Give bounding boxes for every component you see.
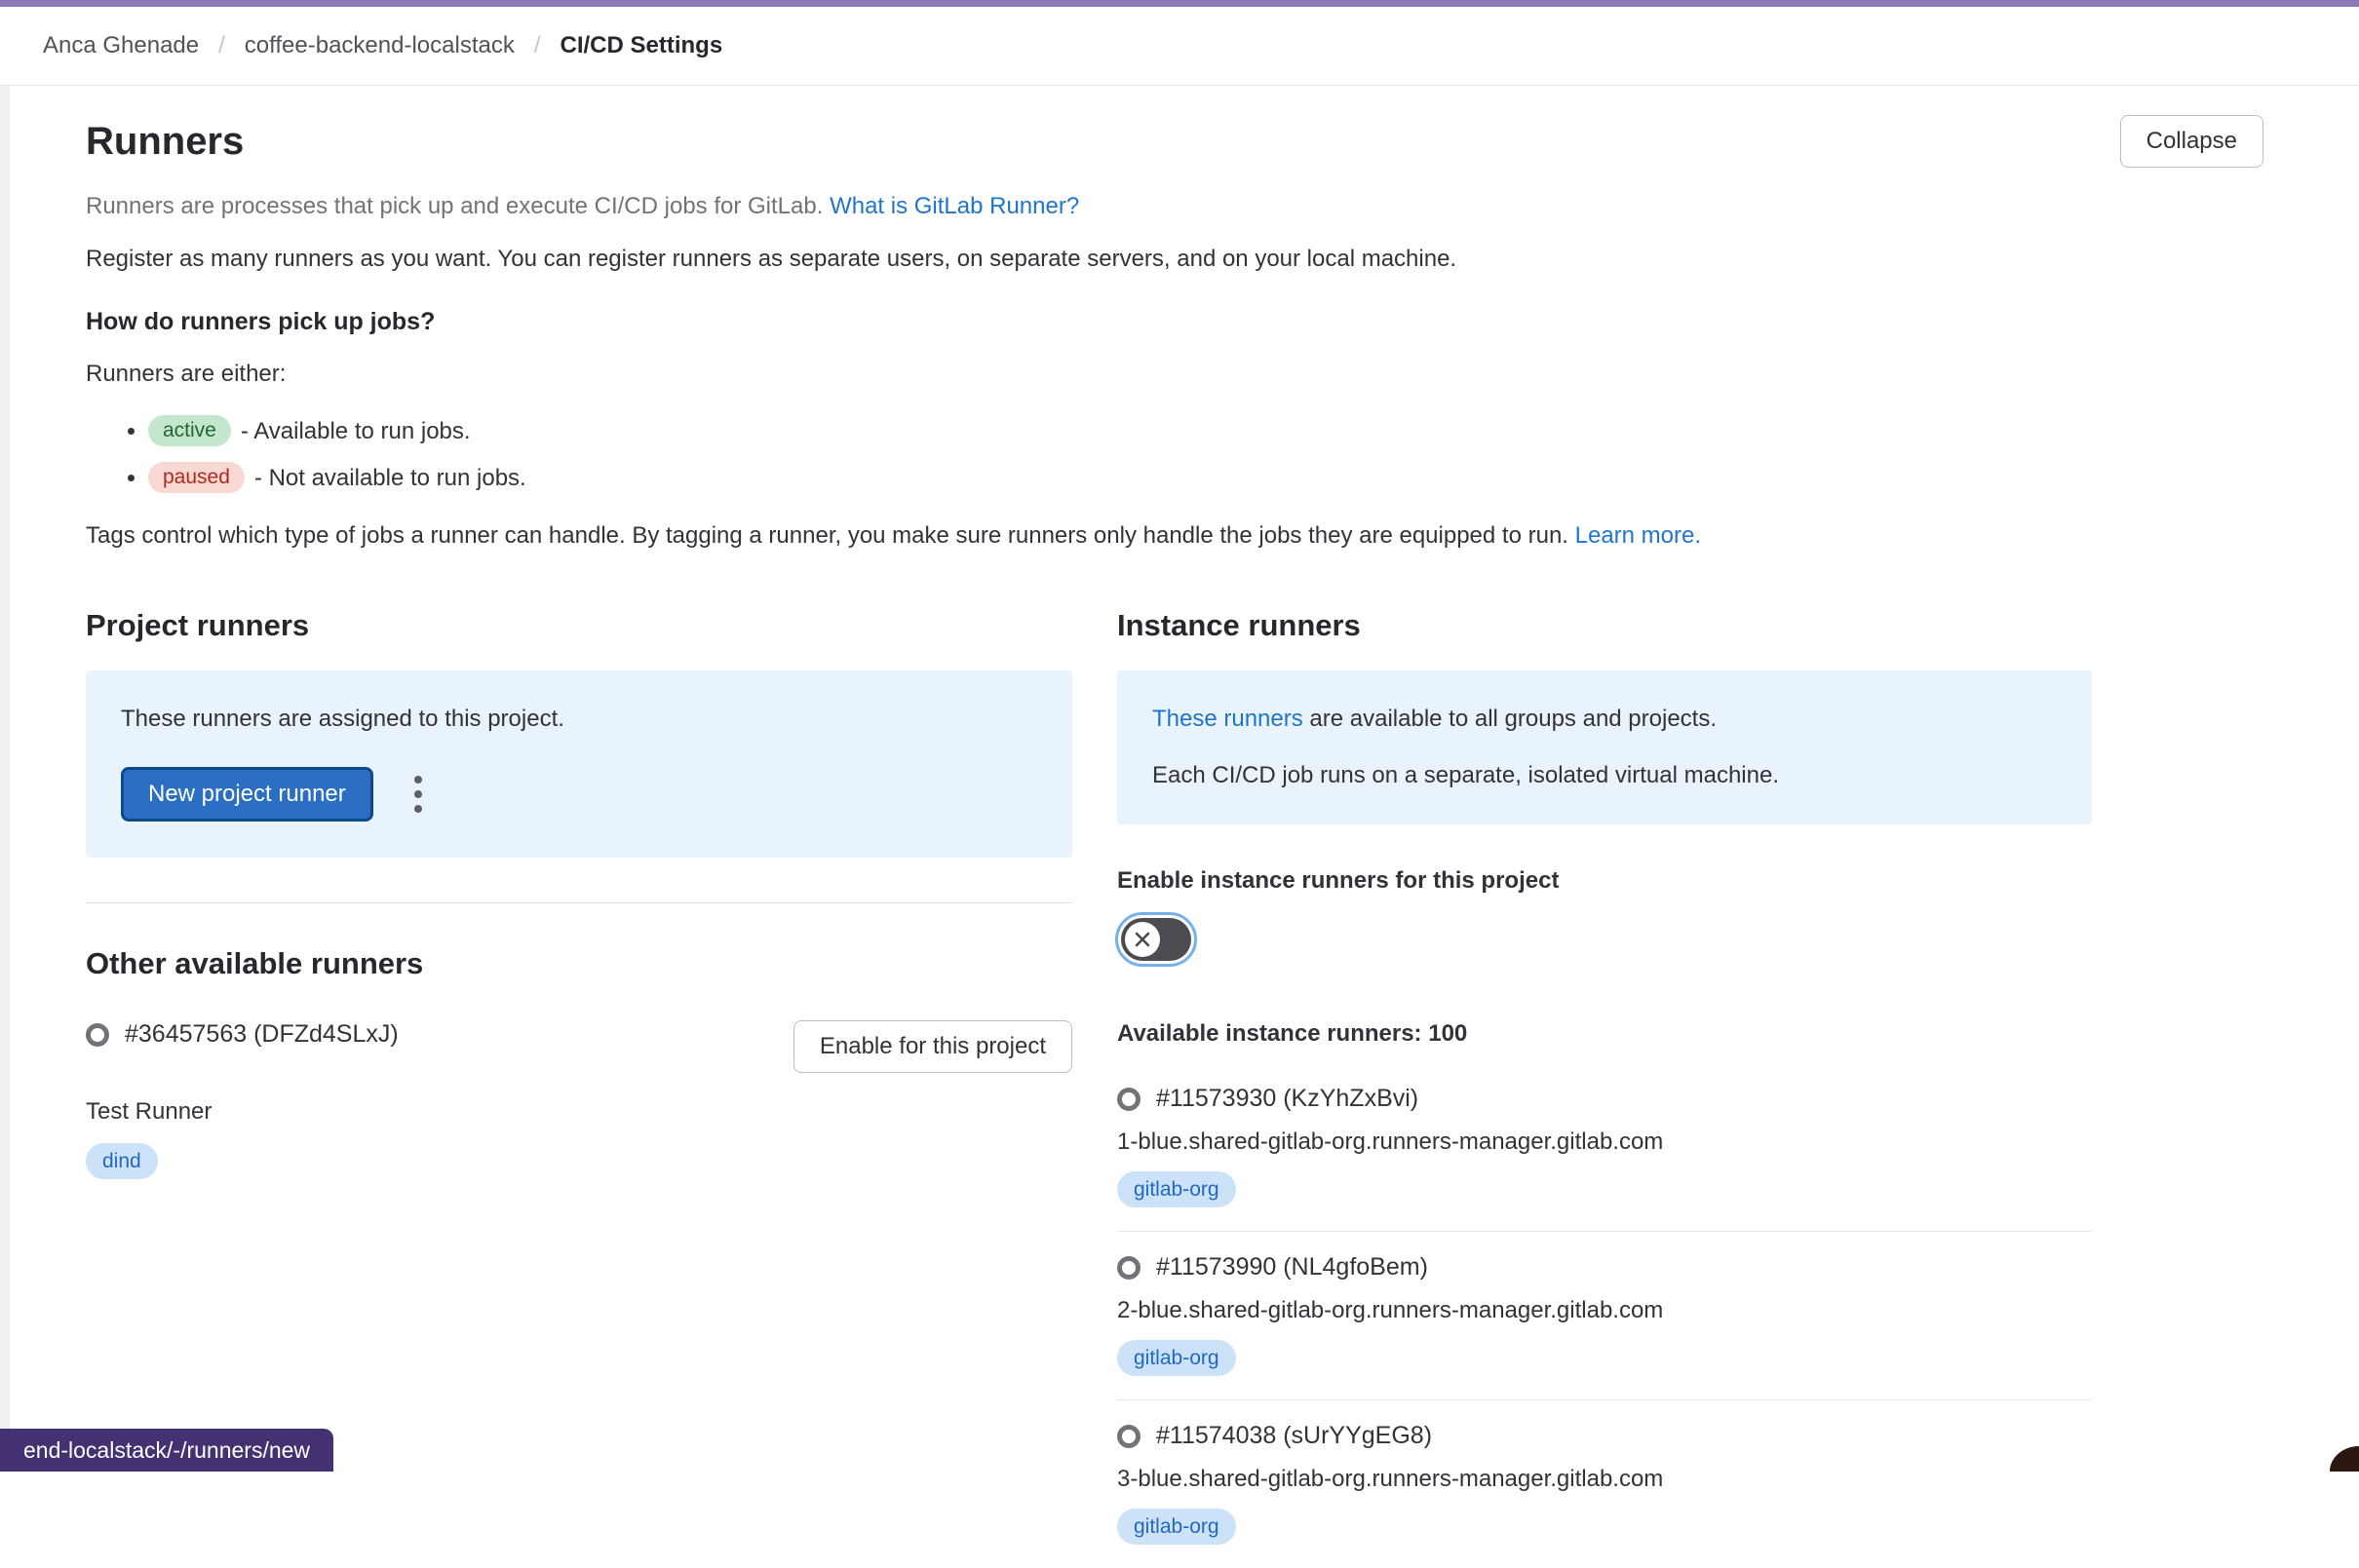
instance-runners-panel-text1 [1152,706,2057,733]
runner-id-row [1117,1253,2092,1281]
project-runners-panel [86,670,1072,858]
project-runners-actions [121,766,1037,822]
runner-tag-badge: gitlab-org [1117,1171,1236,1207]
runner-id-row [86,1020,399,1049]
breadcrumb-separator: / [533,32,541,58]
new-project-runner-button[interactable]: New project runner [121,767,373,822]
register-runners-text: Register as many runners as you want. You can register runners as separate users, on separate servers, and on your local machine. [86,246,1457,272]
breadcrumb-item-namespace[interactable]: Anca Ghenade [43,32,200,58]
breadcrumb [0,7,2359,86]
runner-status-circle-icon [1117,1088,1141,1111]
runner-status-circle-icon [86,1023,109,1047]
status-list-item-paused [148,462,2263,493]
project-runners-heading: Project runners [86,608,310,642]
status-list-item-active [148,415,2263,446]
instance-runners-column [1117,608,2092,1568]
breadcrumb-item-project[interactable]: coffee-backend-localstack [244,32,515,58]
toggle-knob-x-icon [1125,922,1160,957]
active-status-description: - Available to run jobs. [240,418,471,444]
project-runners-column [86,608,1072,1568]
available-runner-row [86,1020,1072,1073]
runner-host: 3-blue.shared-gitlab-org.runners-manager.gitlab.com [1117,1466,1664,1492]
instance-runner-row [1117,1232,2092,1400]
breadcrumb-separator: / [218,32,225,58]
top-accent-bar [0,0,2359,7]
tags-info-text: Tags control which type of jobs a runner can handle. By tagging a runner, you make sure runners only handle the jobs they are equipped to run. [86,522,1575,549]
what-is-gitlab-runner-link[interactable]: What is GitLab Runner? [830,193,1080,219]
runners-description-text: Runners are processes that pick up and execute CI/CD jobs for GitLab. [86,193,831,219]
instance-runners-toggle[interactable] [1121,918,1191,961]
runner-id-row [1117,1422,2092,1450]
runner-id-text: #11573930 (KzYhZxBvi) [1156,1085,1419,1112]
these-runners-text-rest: are available to all groups and projects. [1302,706,1718,732]
runner-id-text: #11573990 (NL4gfoBem) [1156,1253,1428,1281]
runner-status-circle-icon [1117,1425,1141,1448]
tags-info [86,522,2263,550]
these-runners-link[interactable]: These runners [1152,706,1303,732]
how-runners-pick-up-jobs-heading: How do runners pick up jobs? [86,308,436,335]
runners-section-header [86,115,2263,168]
instance-runners-panel-text2: Each CI/CD job runs on a separate, isolated virtual machine. [1152,762,1779,788]
runner-status-list [86,415,2263,493]
kebab-menu-icon[interactable] [403,766,434,822]
section-divider [86,902,1072,903]
runner-host: 1-blue.shared-gitlab-org.runners-manager.gitlab.com [1117,1128,1664,1155]
runner-status-circle-icon [1117,1256,1141,1280]
enable-for-this-project-button[interactable]: Enable for this project [793,1020,1072,1073]
runner-id-text: #36457563 (DFZd4SLxJ) [125,1020,399,1048]
instance-runner-list [1117,1063,2092,1568]
learn-more-link[interactable]: Learn more. [1574,522,1702,549]
runner-tag-badge: gitlab-org [1117,1509,1236,1545]
runner-name: Test Runner [86,1098,213,1125]
collapse-button[interactable]: Collapse [2120,115,2263,168]
page-title: Runners [86,120,245,163]
left-edge-strip [0,86,10,1472]
main-content [0,115,2359,1568]
toggle-focus-ring [1121,918,1191,966]
runners-are-either-text: Runners are either: [86,361,287,387]
runner-host: 2-blue.shared-gitlab-org.runners-manager.gitlab.com [1117,1297,1664,1323]
paused-status-badge: paused [148,462,245,493]
instance-runner-row [1117,1400,2092,1568]
runner-id-row [1117,1085,2092,1113]
project-runners-panel-text: These runners are assigned to this project. [121,706,564,732]
runner-columns [86,608,2263,1568]
instance-runners-heading: Instance runners [1117,608,1361,642]
runners-description [86,193,2263,220]
paused-status-description: - Not available to run jobs. [253,465,526,491]
enable-instance-runners-label: Enable instance runners for this project [1117,867,1560,894]
instance-runner-row [1117,1063,2092,1232]
runner-tag-badge: dind [86,1143,158,1179]
runner-tag-badge: gitlab-org [1117,1340,1236,1376]
link-url-status-bar: end-localstack/-/runners/new [0,1429,333,1472]
available-instance-runners-label: Available instance runners: 100 [1117,1020,1468,1047]
active-status-badge: active [148,415,231,446]
runner-id-text: #11574038 (sUrYYgEG8) [1156,1422,1433,1449]
instance-runners-panel [1117,670,2092,824]
other-available-runners-heading: Other available runners [86,946,424,980]
breadcrumb-item-current: CI/CD Settings [560,32,723,58]
